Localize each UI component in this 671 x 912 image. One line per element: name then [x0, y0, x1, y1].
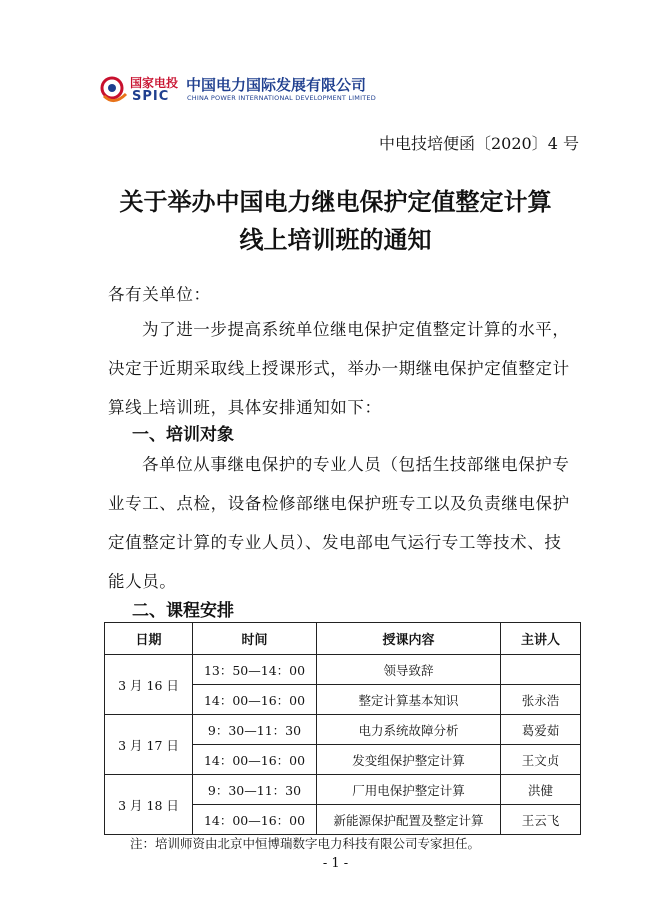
header-content: 授课内容	[317, 623, 501, 655]
salutation: 各有关单位：	[108, 285, 211, 304]
content-cell: 发变组保护整定计算	[317, 745, 501, 775]
page-number: - 1 -	[322, 856, 349, 871]
logo-group-name: 国家电投	[130, 76, 179, 90]
logo-company-english: CHINA POWER INTERNATIONAL DEVELOPMENT LIMITED	[187, 94, 376, 102]
date-cell: 3 月 17 日	[105, 715, 193, 775]
table-row	[105, 775, 581, 805]
company-logo	[100, 70, 390, 110]
header-date: 日期	[105, 623, 193, 655]
logo-company-name: 中国电力国际发展有限公司	[186, 76, 367, 94]
time-cell: 9：30—11：30	[193, 715, 317, 745]
title-line-1: 关于举办中国电力继电保护定值整定计算	[119, 188, 552, 216]
section-1-body: 各单位从事继电保护的专业人员（包括生技部继电保护专业专工、点检，设备检修部继电保护班专工以及负责继电保护定值整定计算的专业人员）、发电部电气运行专工等技术、技能人员。	[108, 455, 570, 591]
content-cell: 领导致辞	[317, 655, 501, 685]
content-cell: 整定计算基本知识	[317, 685, 501, 715]
content-cell: 厂用电保护整定计算	[317, 775, 501, 805]
footnote: 注：培训师资由北京中恒博瑞数字电力科技有限公司专家担任。	[130, 836, 481, 851]
time-cell: 14：00—16：00	[193, 805, 317, 835]
time-cell: 13：50—14：00	[193, 655, 317, 685]
intro-paragraph: 为了进一步提高系统单位继电保护定值整定计算的水平，决定于近期采取线上授课形式，举办一期继电保护定值整定计算线上培训班，具体安排通知如下：	[108, 320, 570, 417]
speaker-cell: 王文贞	[501, 745, 581, 775]
speaker-cell	[501, 655, 581, 685]
time-cell: 14：00—16：00	[193, 685, 317, 715]
table-row	[105, 715, 581, 745]
header-time: 时间	[193, 623, 317, 655]
document-number: 中电技培便函〔2020〕4 号	[379, 134, 579, 153]
table-header-row	[105, 623, 581, 655]
section-1-heading: 一、培训对象	[132, 425, 234, 445]
logo-spic-text: SPIC	[132, 89, 170, 104]
header-speaker: 主讲人	[501, 623, 581, 655]
table-row	[105, 655, 581, 685]
speaker-cell: 张永浩	[501, 685, 581, 715]
content-cell: 电力系统故障分析	[317, 715, 501, 745]
content-cell: 新能源保护配置及整定计算	[317, 805, 501, 835]
speaker-cell: 洪健	[501, 775, 581, 805]
section-2-heading: 二、课程安排	[132, 601, 234, 621]
spic-logo-icon	[100, 72, 134, 108]
date-cell: 3 月 18 日	[105, 775, 193, 835]
date-cell: 3 月 16 日	[105, 655, 193, 715]
speaker-cell: 王云飞	[501, 805, 581, 835]
time-cell: 14：00—16：00	[193, 745, 317, 775]
schedule-table	[104, 622, 581, 835]
speaker-cell: 葛爱茹	[501, 715, 581, 745]
title-line-2: 线上培训班的通知	[239, 226, 432, 254]
time-cell: 9：30—11：30	[193, 775, 317, 805]
